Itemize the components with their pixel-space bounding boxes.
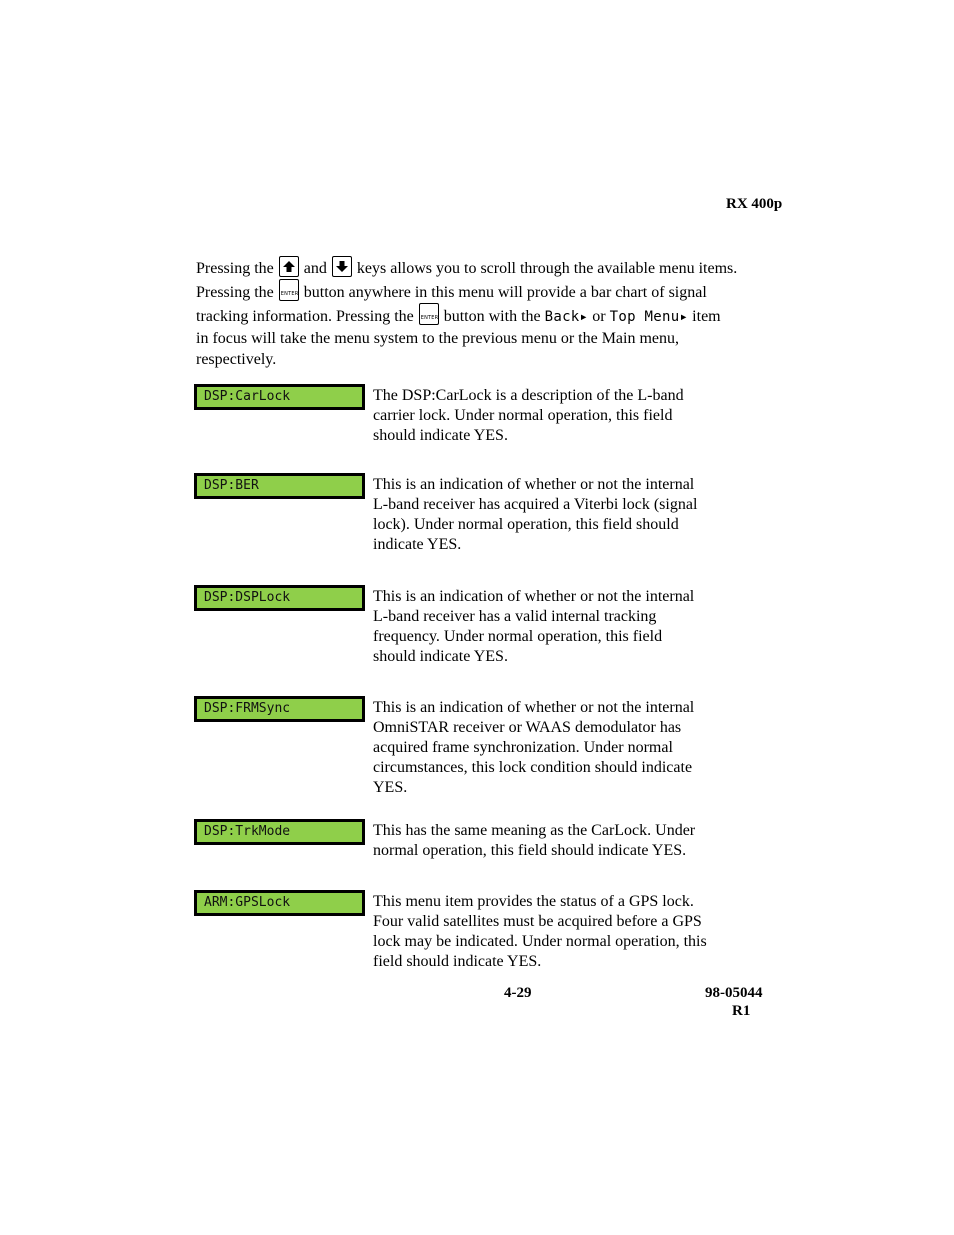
intro-text: Pressing the (196, 284, 278, 301)
description-line: This menu item provides the status of a GPS lock. (373, 893, 694, 910)
entry-description (373, 386, 743, 446)
document-number: 98-05044 (705, 985, 763, 1001)
entry-description (373, 698, 743, 798)
top-menu-item-text: Top Menu▸ (609, 309, 689, 325)
description-line: This is an indication of whether or not the internal (373, 699, 695, 716)
description-line: indicate YES. (373, 536, 462, 553)
intro-line-2 (196, 279, 786, 303)
description-line: field should indicate YES. (373, 953, 542, 970)
down-arrow-key-icon (332, 256, 352, 277)
enter-key-label: ENTER (280, 291, 299, 297)
description-line: The DSP:CarLock is a description of the L-band (373, 387, 684, 404)
description-line: acquired frame synchronization. Under normal (373, 739, 673, 756)
revision-label: R1 (732, 1003, 751, 1019)
description-line: should indicate YES. (373, 648, 508, 665)
intro-text: keys allows you to scroll through the available menu items. (352, 260, 738, 277)
description-line: L-band receiver has acquired a Viterbi lock (signal (373, 496, 698, 513)
description-line: This is an indication of whether or not the internal (373, 588, 695, 605)
lcd-display: DSP:BER (194, 473, 365, 499)
description-line: Four valid satellites must be acquired before a GPS (373, 913, 702, 930)
description-line: YES. (373, 779, 408, 796)
lcd-display: DSP:FRMSync (194, 696, 365, 722)
description-line: lock). Under normal operation, this field should (373, 516, 679, 533)
entry-description (373, 475, 743, 555)
lcd-display: DSP:TrkMode (194, 819, 365, 845)
lcd-display: ARM:GPSLock (194, 890, 365, 916)
intro-line-5: respectively. (196, 351, 277, 368)
intro-text: button with the (439, 308, 545, 325)
description-line: This has the same meaning as the CarLock. Under (373, 822, 696, 839)
up-arrow-key-icon (279, 256, 299, 277)
intro-line-4: in focus will take the menu system to the previous menu or the Main menu, (196, 330, 680, 347)
intro-line-3 (196, 303, 786, 328)
back-menu-item-text: Back▸ (544, 309, 589, 325)
entry-description (373, 892, 743, 972)
description-line: should indicate YES. (373, 427, 508, 444)
description-line: normal operation, this field should indicate YES. (373, 842, 687, 859)
description-line: lock may be indicated. Under normal operation, this (373, 933, 707, 950)
entry-description (373, 821, 743, 861)
description-line: L-band receiver has a valid internal tracking (373, 608, 657, 625)
intro-paragraph (196, 256, 786, 370)
lcd-display: DSP:CarLock (194, 384, 365, 410)
intro-text: tracking information. Pressing the (196, 308, 418, 325)
intro-text: or (588, 308, 610, 325)
page-header-title: RX 400p (726, 196, 783, 212)
description-line: OmniSTAR receiver or WAAS demodulator has (373, 719, 682, 736)
intro-text: button anywhere in this menu will provide a bar chart of signal (299, 284, 707, 301)
description-line: frequency. Under normal operation, this field (373, 628, 663, 645)
intro-text: item (688, 308, 721, 325)
enter-key-icon (279, 279, 299, 301)
lcd-display: DSP:DSPLock (194, 585, 365, 611)
description-line: This is an indication of whether or not the internal (373, 476, 695, 493)
enter-key-label: ENTER (420, 315, 439, 321)
description-line: carrier lock. Under normal operation, this field (373, 407, 673, 424)
intro-text: and (299, 260, 331, 277)
description-line: circumstances, this lock condition should indicate (373, 759, 693, 776)
intro-text: Pressing the (196, 260, 278, 277)
page-number: 4-29 (504, 985, 532, 1001)
enter-key-icon (419, 303, 439, 325)
entry-description (373, 587, 743, 667)
intro-line-1 (196, 256, 786, 279)
